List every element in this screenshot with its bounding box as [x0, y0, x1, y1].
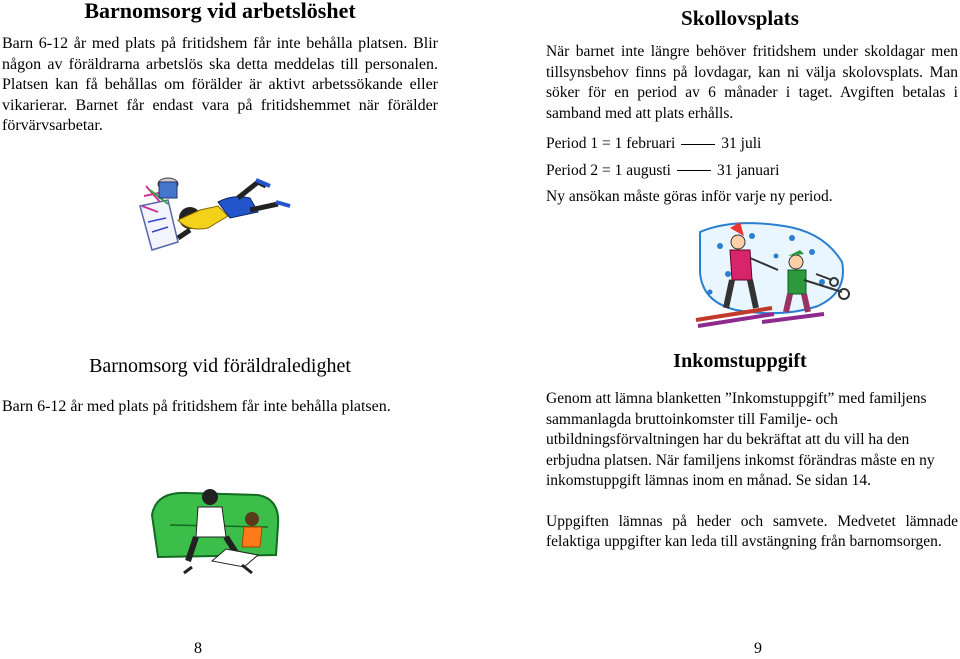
- section-body-foraldraledighet: Barn 6-12 år med plats på fritidshem får inte behålla platsen.: [2, 398, 391, 415]
- dash-divider: [677, 170, 711, 171]
- dash-divider: [681, 144, 715, 145]
- period-1-start: Period 1 = 1 februari: [546, 135, 676, 152]
- inkomstuppgift-body-1: Genom att lämna blanketten ”Inkomstuppgift” med familjens sammanlagda bruttoinkomster till Familje- och utbildningsförvaltningen har du bekräftat att du vill ha den erbjudna platsen. När familjens inkomst förändras måste en ny inkomstuppgift lämnas inom en månad. Se sidan 14.: [546, 390, 935, 489]
- page-number-right: 9: [754, 640, 762, 657]
- inkomstuppgift-content: [546, 389, 958, 553]
- skollovsplats-body: När barnet inte längre behöver fritidshem under skoldagar men tillsynsbehov finns på lovdagar, kan ni välja skolovsplats. Man söker för en period av 6 månader i taget. Avgiften betalas i samband med att plats erhålls.: [546, 43, 958, 122]
- page-number-left: 8: [194, 640, 202, 657]
- skollovsplats-note: Ny ansökan måste göras inför varje ny period.: [546, 188, 833, 205]
- period-1-end: 31 juli: [721, 135, 762, 152]
- section-title-foraldraledighet: Barnomsorg vid föräldraledighet: [89, 355, 351, 377]
- period-2-end: 31 januari: [716, 161, 780, 179]
- period-2-start: Period 2 = 1 augusti: [546, 161, 671, 179]
- skollovsplats-content: [546, 42, 958, 208]
- parent-child-sofa-illustration: [148, 485, 288, 575]
- period-2: [546, 161, 958, 182]
- section-title-arbetsloshet: Barnomsorg vid arbetslöshet: [84, 0, 356, 23]
- section-body-arbetsloshet: Barn 6-12 år med plats på fritidshem får inte behålla platsen. Blir någon av föräldrarna arbetslös ska detta meddelas till personalen. Platsen kan få behållas om förälder är aktivt arbetssökande eller vikarierar. Barnet får endast vara på fritidshemmet när förälder förvärvsarbetar.: [2, 35, 438, 134]
- inkomstuppgift-body-2: Uppgiften lämnas på heder och samvete. Medvetet lämnade felaktiga uppgifter kan leda till avstängning från barnomsorgen.: [546, 512, 958, 550]
- section-title-skollovsplats: Skollovsplats: [681, 6, 799, 30]
- period-1: [546, 134, 958, 155]
- skiing-children-illustration: [692, 222, 854, 332]
- child-drawing-illustration: [138, 172, 298, 252]
- section-title-inkomstuppgift: Inkomstuppgift: [673, 350, 807, 372]
